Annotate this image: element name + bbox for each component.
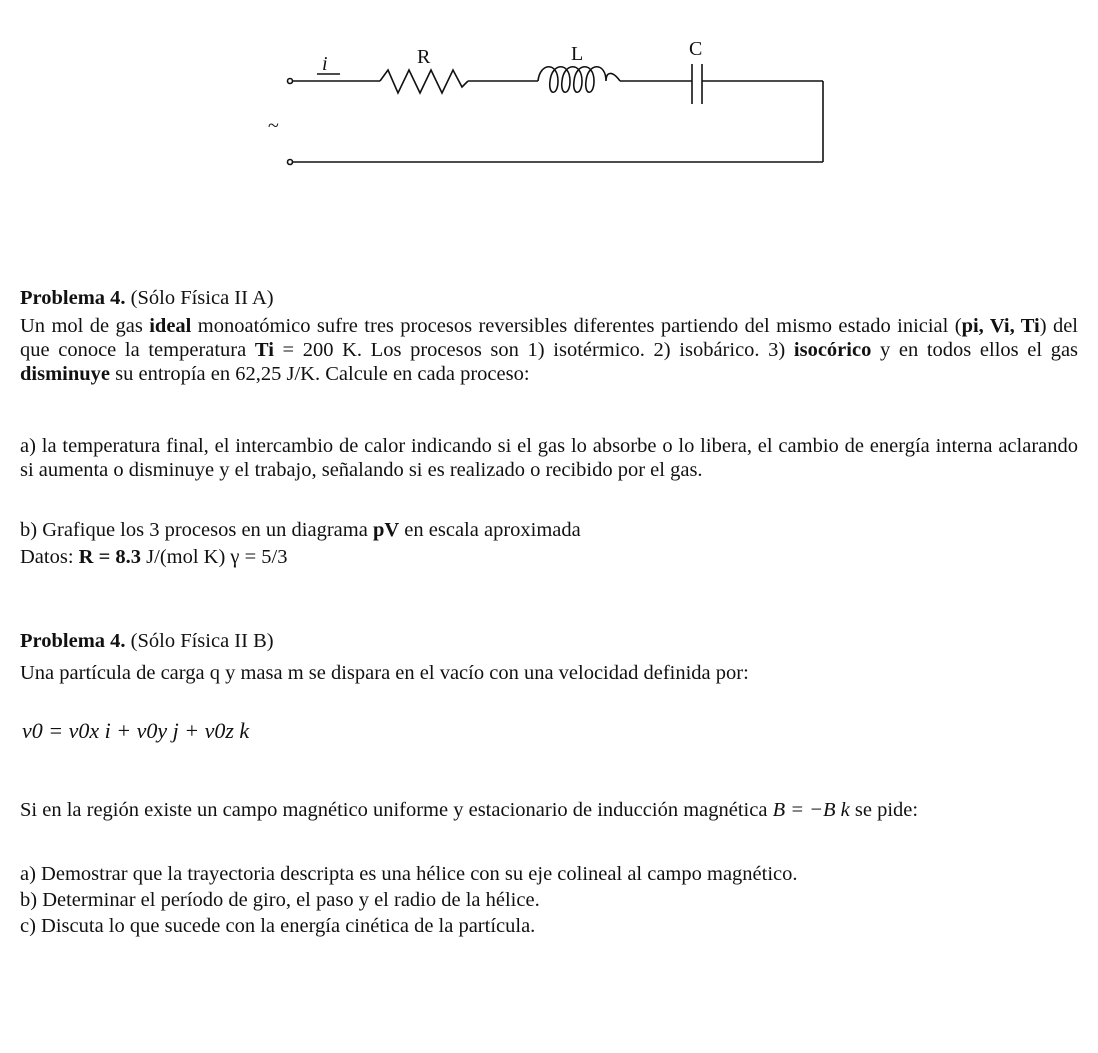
ac-source-symbol: ~ xyxy=(268,115,279,137)
problem-a-data: Datos: R = 8.3 J/(mol K) γ = 5/3 xyxy=(20,546,288,568)
problem-b-item-b: b) Determinar el período de giro, el paso y el radio de la hélice. xyxy=(20,889,540,911)
capacitor-symbol xyxy=(692,64,702,104)
field-equation: B = −B k xyxy=(772,799,850,821)
problem-b-item-c: c) Discuta lo que sucede con la energía cinética de la partícula. xyxy=(20,915,536,937)
resistor-symbol xyxy=(380,70,468,93)
terminal-top xyxy=(288,79,293,84)
inductor-symbol xyxy=(538,67,620,93)
current-label: i xyxy=(322,53,328,75)
problem-a-item-a: a) la temperatura final, el intercambio de calor indicando si el gas lo absorbe o lo libera, el cambio de energía interna aclarando si aumenta o disminuye y el trabajo, señalando si es realizado o recibido por el gas. xyxy=(20,435,1078,481)
problem-a-item-b: b) Grafique los 3 procesos en un diagrama pV en escala aproximada xyxy=(20,519,581,541)
inductor-label: L xyxy=(571,43,584,65)
terminal-bottom xyxy=(288,160,293,165)
problem-b-intro: Una partícula de carga q y masa m se dispara en el vacío con una velocidad definida por: xyxy=(20,662,749,684)
problem-b-field-statement: Si en la región existe un campo magnético uniforme y estacionario de inducción magnética B = −B k se pide: xyxy=(20,799,919,821)
problem-a-statement: Un mol de gas ideal monoatómico sufre tres procesos reversibles diferentes partiendo del mismo estado inicial (pi, Vi, Ti) del que conoce la temperatura Ti = 200 K. Los procesos son 1) isotérmico. 2) isobárico. 3) isocórico y en todos ellos el gas disminuye su entropía en 62,25 J/K. Calcule en cada proceso: xyxy=(20,315,1079,385)
resistor-label: R xyxy=(417,46,431,68)
capacitor-label: C xyxy=(689,38,703,60)
problem-b-item-a: a) Demostrar que la trayectoria descripta es una hélice con su eje colineal al campo magnético. xyxy=(20,863,798,885)
rlc-circuit-diagram xyxy=(0,0,1098,180)
problem-b-title: Problema 4. (Sólo Física II B) xyxy=(20,630,274,652)
problem-a-title: Problema 4. (Sólo Física II A) xyxy=(20,287,274,309)
velocity-equation: v0 = v0x i + v0y j + v0z k xyxy=(22,718,250,743)
